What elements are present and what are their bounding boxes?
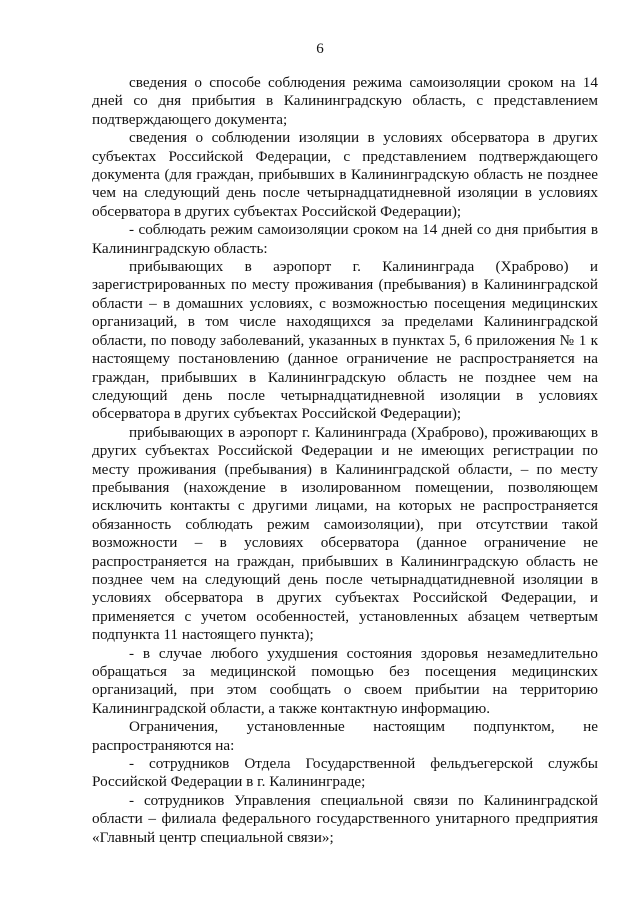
paragraph-health-deterioration: - в случае любого ухудшения состояния здоровья незамедлительно обращаться за медицинской помощью без посещения медицинских организаций, при этом сообщать о своем прибытии на территорию Калининградской области, а также контактную информацию. xyxy=(92,644,598,717)
paragraph-registered-arrivals: прибывающих в аэропорт г. Калининграда (Храброво) и зарегистрированных по месту проживания (пребывания) в Калининградской области – в домашних условиях, с возможностью посещения медицинских организаций, в том числе находящихся за пределами Калининградской области, по поводу заболеваний, указанных в пунктах 5, 6 приложения № 1 к настоящему постановлению (данное ограничение не распространяется на граждан, прибывших в Калининградскую область не позднее чем на следующий день после четырнадцатидневной изоляции в условиях обсерватора в других субъектах Российской Федерации); xyxy=(92,258,598,423)
paragraph-self-isolation-info: сведения о способе соблюдения режима самоизоляции сроком на 14 дней со дня прибытия в Калининградскую область, с представлением подтверждающего документа; xyxy=(92,74,598,128)
paragraph-self-isolation-requirement: - соблюдать режим самоизоляции сроком на 14 дней со дня прибытия в Калининградскую область: xyxy=(92,221,598,257)
paragraph-observatory-isolation-info: сведения о соблюдении изоляции в условиях обсерватора в других субъектах Российской Федерации, с представлением подтверждающего документа (для граждан, прибывших в Калининградскую область не позднее чем на следующий день после четырнадцатидневной изоляции в условиях обсерватора в других субъектах Российской Федерации); xyxy=(92,129,598,220)
paragraph-exceptions-intro: Ограничения, установленные настоящим подпунктом, не распространяются на: xyxy=(92,718,598,754)
document-body xyxy=(92,74,598,847)
paragraph-unregistered-arrivals: прибывающих в аэропорт г. Калининграда (Храброво), проживающих в других субъектах Российской Федерации и не имеющих регистрации по месту проживания (пребывания) в Калининградской области, – по месту пребывания (нахождение в изолированном помещении, позволяющем исключить контакты с другими лицами, на которых не распространяется обязанность соблюдать режим самоизоляции), при отсутствии такой возможности – в условиях обсерватора (данное ограничение не распространяется на граждан, прибывших в Калининградскую область не позднее чем на следующий день после четырнадцатидневной изоляции в условиях обсерватора в других субъектах Российской Федерации, и применяется с учетом особенностей, установленных абзацем четвертым подпункта 11 настоящего пункта); xyxy=(92,423,598,644)
page-number: 6 xyxy=(316,41,324,57)
paragraph-exception-courier-service: - сотрудников Отдела Государственной фельдъегерской службы Российской Федерации в г. Калининграде; xyxy=(92,755,598,791)
paragraph-exception-special-communications: - сотрудников Управления специальной связи по Калининградской области – филиала федерального государственного унитарного предприятия «Главный центр специальной связи»; xyxy=(92,791,598,846)
